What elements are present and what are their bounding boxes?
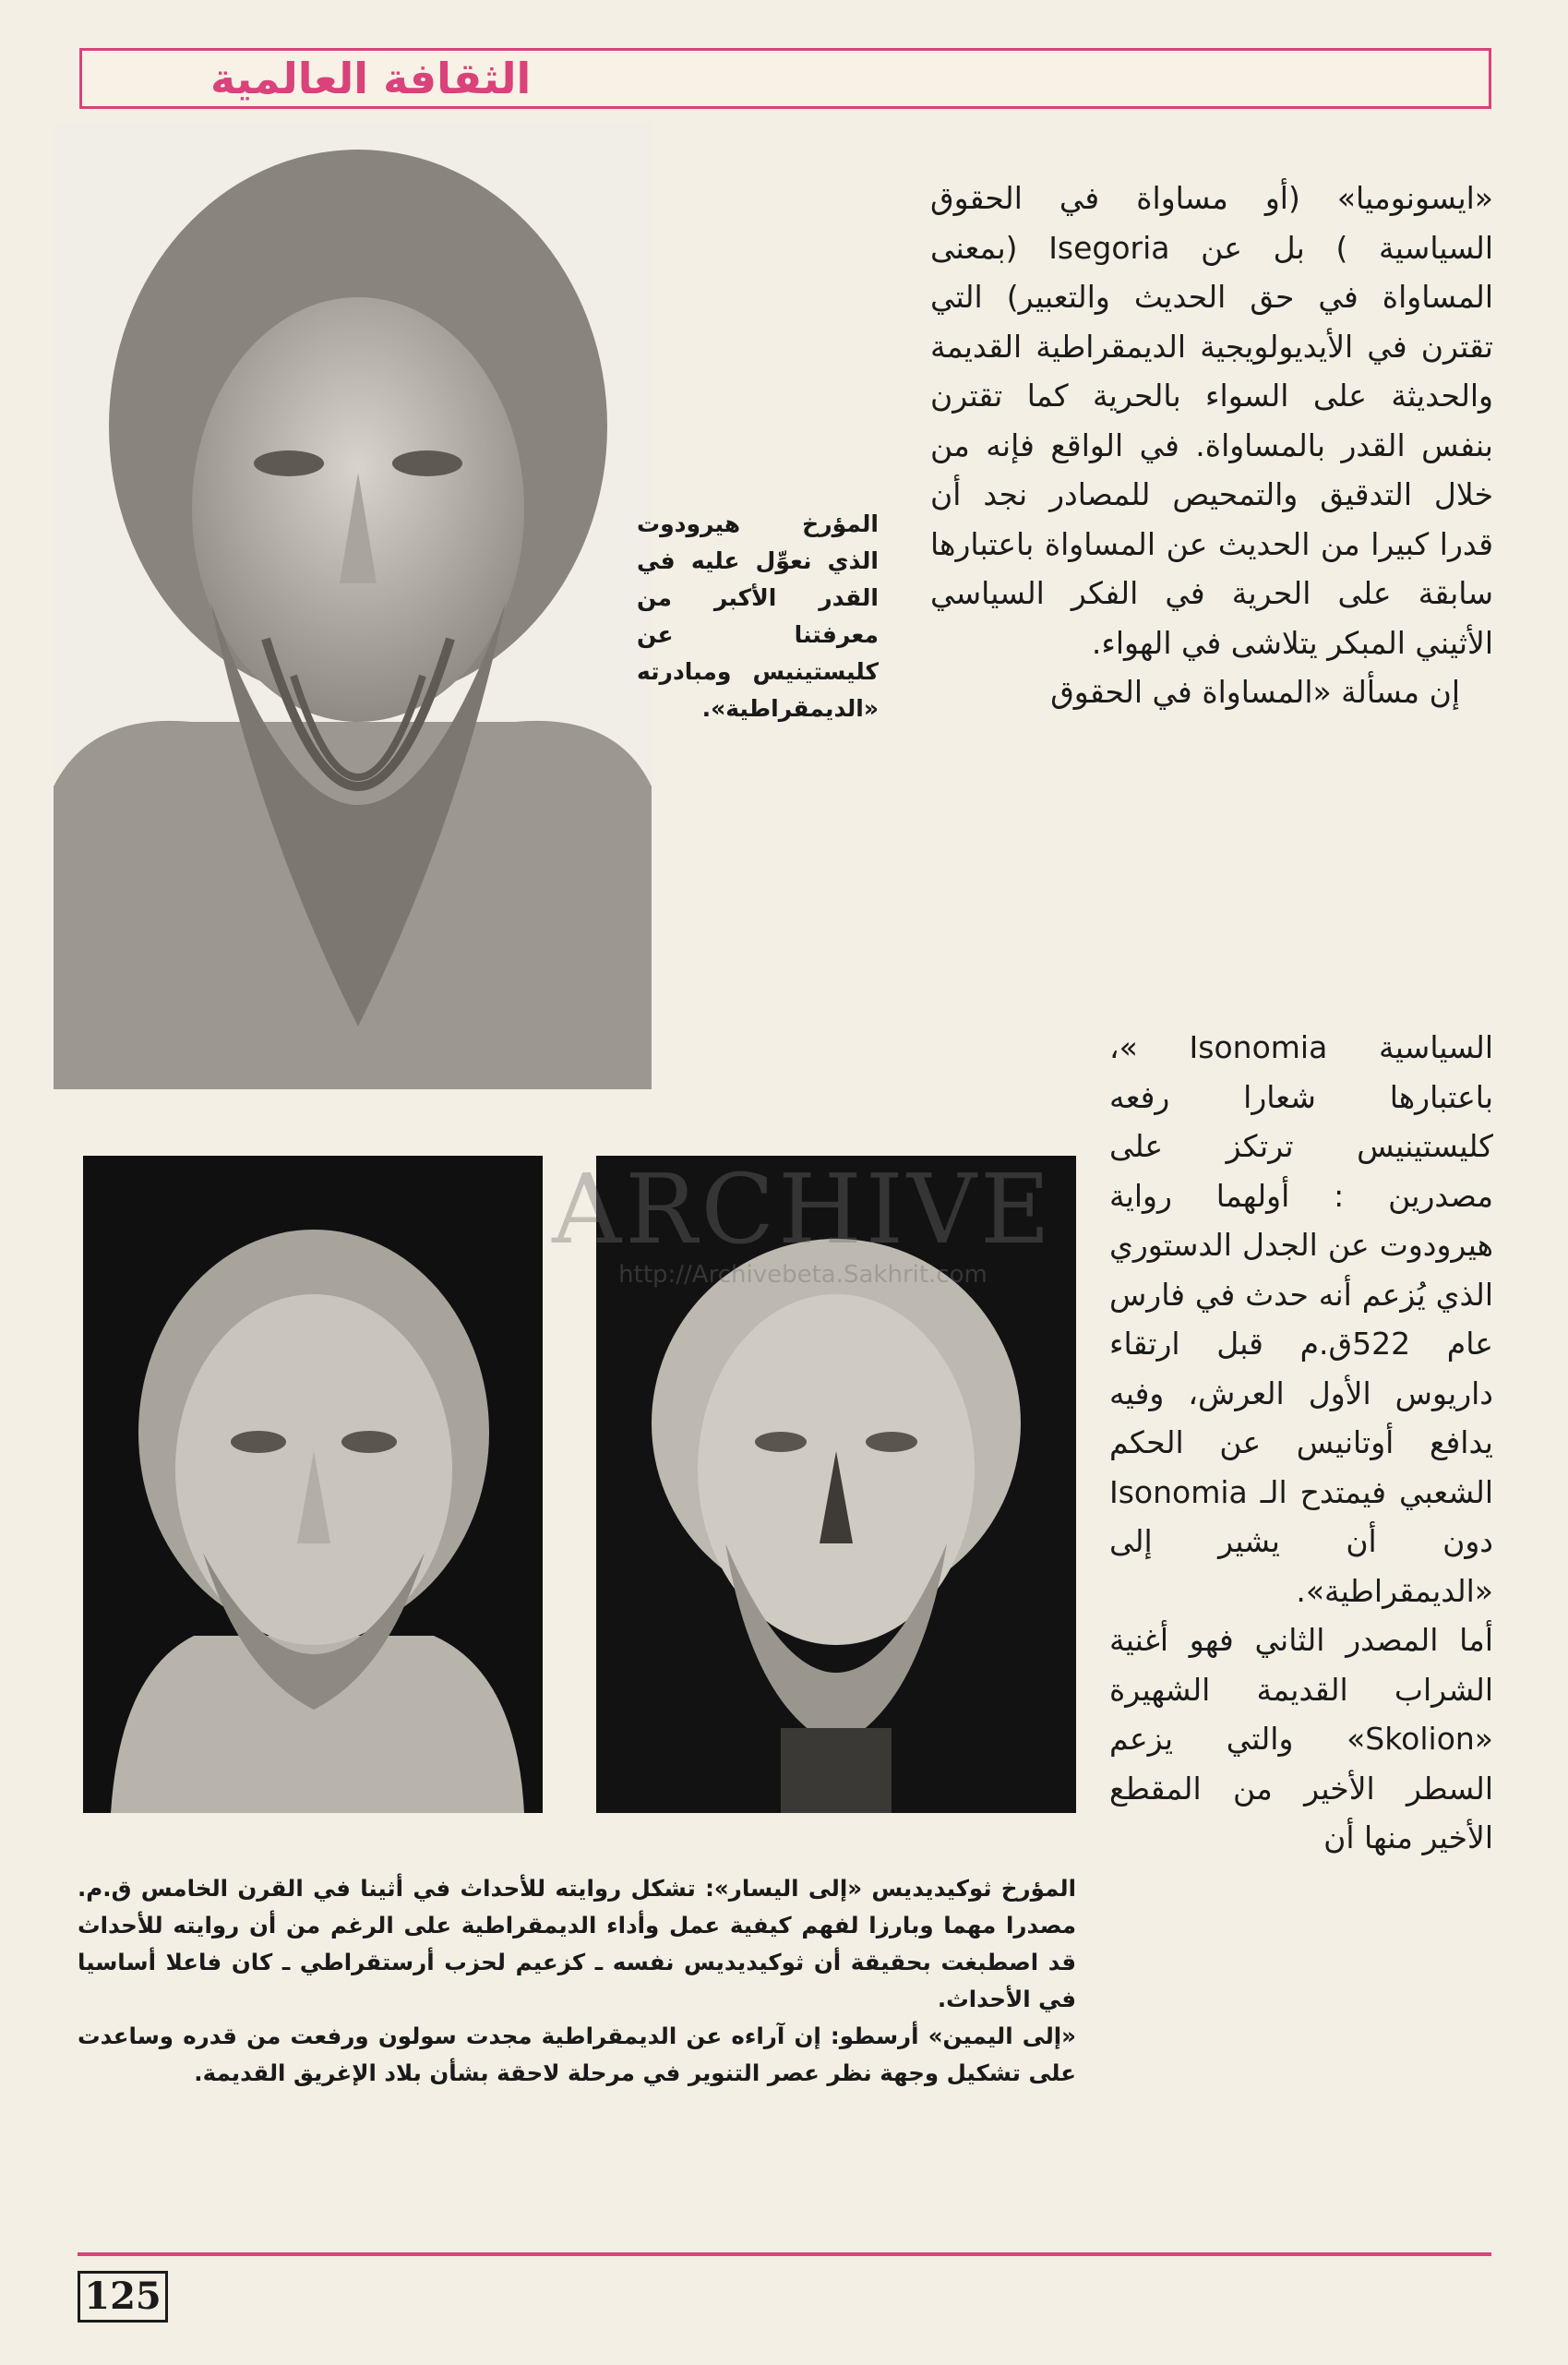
watermark-word: ARCHIVE	[552, 1153, 1054, 1266]
page-number: 125	[78, 2271, 168, 2323]
article-column-right	[930, 174, 1493, 717]
herodotus-bust-photo	[54, 122, 652, 1089]
busts-caption	[78, 1870, 1076, 2092]
thucydides-bust-photo	[83, 1156, 543, 1813]
article-paragraph: إن مسألة «المساواة في الحقوق	[1050, 674, 1460, 710]
article-column-narrow	[1109, 1023, 1493, 1863]
aristotle-bust-photo	[596, 1156, 1076, 1813]
thucydides-caption: المؤرخ ثوكيديديس «إلى اليسار»: تشكل روايته للأحداث في أثينا في القرن الخامس ق.م. مصدرا مهما وبارزا لفهم كيفية عمل وأداء الديمقراطية على الرغم من أن روايته للأحداث قد اصطبغت بحقيقة أن ثوكيديديس نفسه ـ كزعيم لحزب أرستقراطي ـ كان فاعلا أساسيا في الأحداث.	[78, 1875, 1076, 2012]
article-paragraph: أما المصدر الثاني فهو أغنية الشراب القديمة الشهيرة «Skolion» والتي يزعم السطر الأخير من المقطع الأخير منها أن	[1109, 1622, 1493, 1855]
article-paragraph: «ايسونوميا» (أو مساواة في الحقوق السياسية ) بل عن Isegoria (بمعنى المساواة في حق الحديث والتعبير) التي تقترن في الأيديولويجية الديمقراطية القديمة والحديثة على السواء بالحرية كما تقترن بنفس القدر بالمساواة. في الواقع فإنه من خلال التدقيق والتمحيص للمصادر نجد أن قدرا كبيرا من الحديث عن المساواة باعتبارها سابقة على الحرية في الفكر السياسي الأثيني المبكر يتلاشى في الهواء.	[930, 180, 1493, 661]
herodotus-caption: المؤرخ هيرودوت الذي نعوِّل عليه في القدر الأكبر من معرفتنا عن كليستينيس ومبادرته «الديمقراطية».	[637, 510, 879, 722]
watermark-url: http://Archivebeta.Sakhrit.com	[618, 1261, 987, 1289]
aristotle-caption: «إلى اليمين» أرسطو: إن آراءه عن الديمقراطية مجدت سولون ورفعت من قدره وساعدت على تشكيل وجهة نظر عصر التنوير في مرحلة لاحقة بشأن بلاد الإغريق القديمة.	[78, 2023, 1076, 2086]
magazine-title: الثقافة العالمية	[210, 54, 532, 103]
footer-rule	[78, 2252, 1491, 2256]
article-paragraph: السياسية Isonomia »، باعتبارها شعارا رفعه كليستينيس ترتكز على مصدرين : أولهما رواية هيرودوت عن الجدل الدستوري الذي يُزعم أنه حدث في فارس عام 522ق.م قبل ارتقاء داريوس الأول العرش، وفيه يدافع أوتانيس عن الحكم الشعبي فيمتدح الـ Isonomia دون أن يشير إلى «الديمقراطية».	[1109, 1029, 1493, 1609]
